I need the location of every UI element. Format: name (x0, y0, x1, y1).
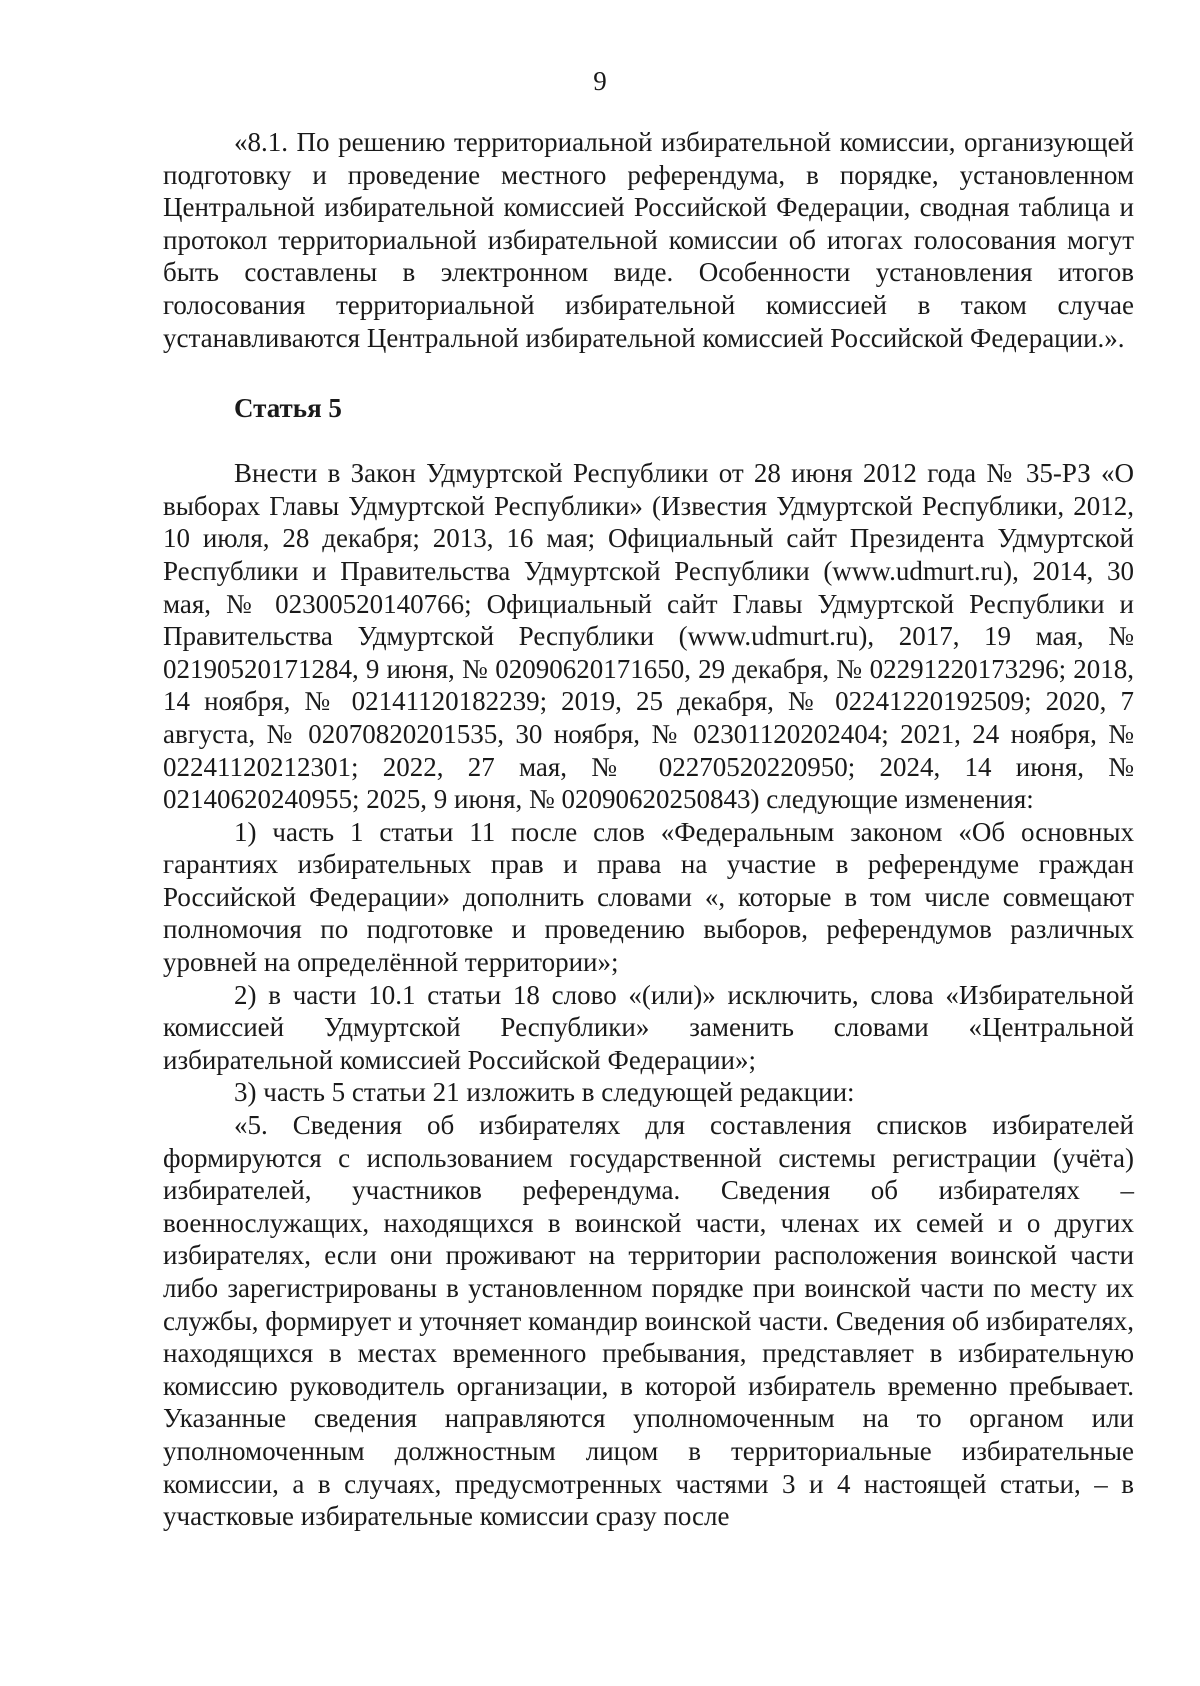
document-body (163, 126, 1134, 1533)
paragraph-item-2: 2) в части 10.1 статьи 18 слово «(или)» исключить, слова «Избирательной комиссией Удмуртской Республики» заменить словами «Центральной избирательной комиссией Российской Федерации»; (163, 979, 1134, 1075)
page-number: 9 (593, 66, 607, 96)
paragraph-item-1: 1) часть 1 статьи 11 после слов «Федеральным законом «Об основных гарантиях избирательных прав и права на участие в референдуме граждан Российской Федерации» дополнить словами «, которые в том числе совмещают полномочия по подготовке и проведению выборов, референдумов различных уровней на определённой территории»; (163, 816, 1134, 978)
paragraph-item-3: 3) часть 5 статьи 21 изложить в следующей редакции: (234, 1077, 855, 1108)
paragraph-amendment-intro: Внести в Закон Удмуртской Республики от 28 июня 2012 года № 35-РЗ «О выборах Главы Удмуртской Республики» (Известия Удмуртской Республики, 2012, 10 июля, 28 декабря; 2013, 16 мая; Официальный сайт Президента Удмуртской Республики и Правительства Удмуртской Республики (www.udmurt.ru), 2014, 30 мая, № 02300520140766; Официальный сайт Главы Удмуртской Республики и Правительства Удмуртской Республики (www.udmurt.ru), 2017, 19 мая, № 02190520171284, 9 июня, № 02090620171650, 29 декабря, № 02291220173296; 2018, 14 ноября, № 02141120182239; 2019, 25 декабря, № 02241220192509; 2020, 7 августа, № 02070820201535, 30 ноября, № 02301120202404; 2021, 24 ноября, № 02241120212301; 2022, 27 мая, № 02270520220950; 2024, 14 июня, № 02140620240955; 2025, 9 июня, № 02090620250843) следующие изменения: (163, 458, 1134, 815)
paragraph-8-1: «8.1. По решению территориальной избирательной комиссии, организующей подготовку и проведение местного референдума, в порядке, установленном Центральной избирательной комиссией Российской Федерации, сводная таблица и протокол территориальной избирательной комиссии об итогах голосования могут быть составлены в электронном виде. Особенности установления итогов голосования территориальной избирательной комиссией в таком случае устанавливаются Центральной избирательной комиссией Российской Федерации.». (163, 127, 1134, 353)
paragraph-part-5-text: «5. Сведения об избирателях для составления списков избирателей формируются с использованием государственной системы регистрации (учёта) избирателей, участников референдума. Сведения об избирателях – военнослужащих, находящихся в воинской части, членах их семей и о других избирателях, если они проживают на территории расположения воинской части либо зарегистрированы в установленном порядке при воинской части по месту их службы, формирует и уточняет командир воинской части. Сведения об избирателях, находящихся в местах временного пребывания, представляет в избирательную комиссию руководитель организации, в которой избиратель временно пребывает. Указанные сведения направляются уполномоченным на то органом или уполномоченным должностным лицом в территориальные избирательные комиссии, а в случаях, предусмотренных частями 3 и 4 настоящей статьи, – в участковые избирательные комиссии сразу после (163, 1110, 1134, 1532)
article-heading: Статья 5 (234, 393, 342, 424)
